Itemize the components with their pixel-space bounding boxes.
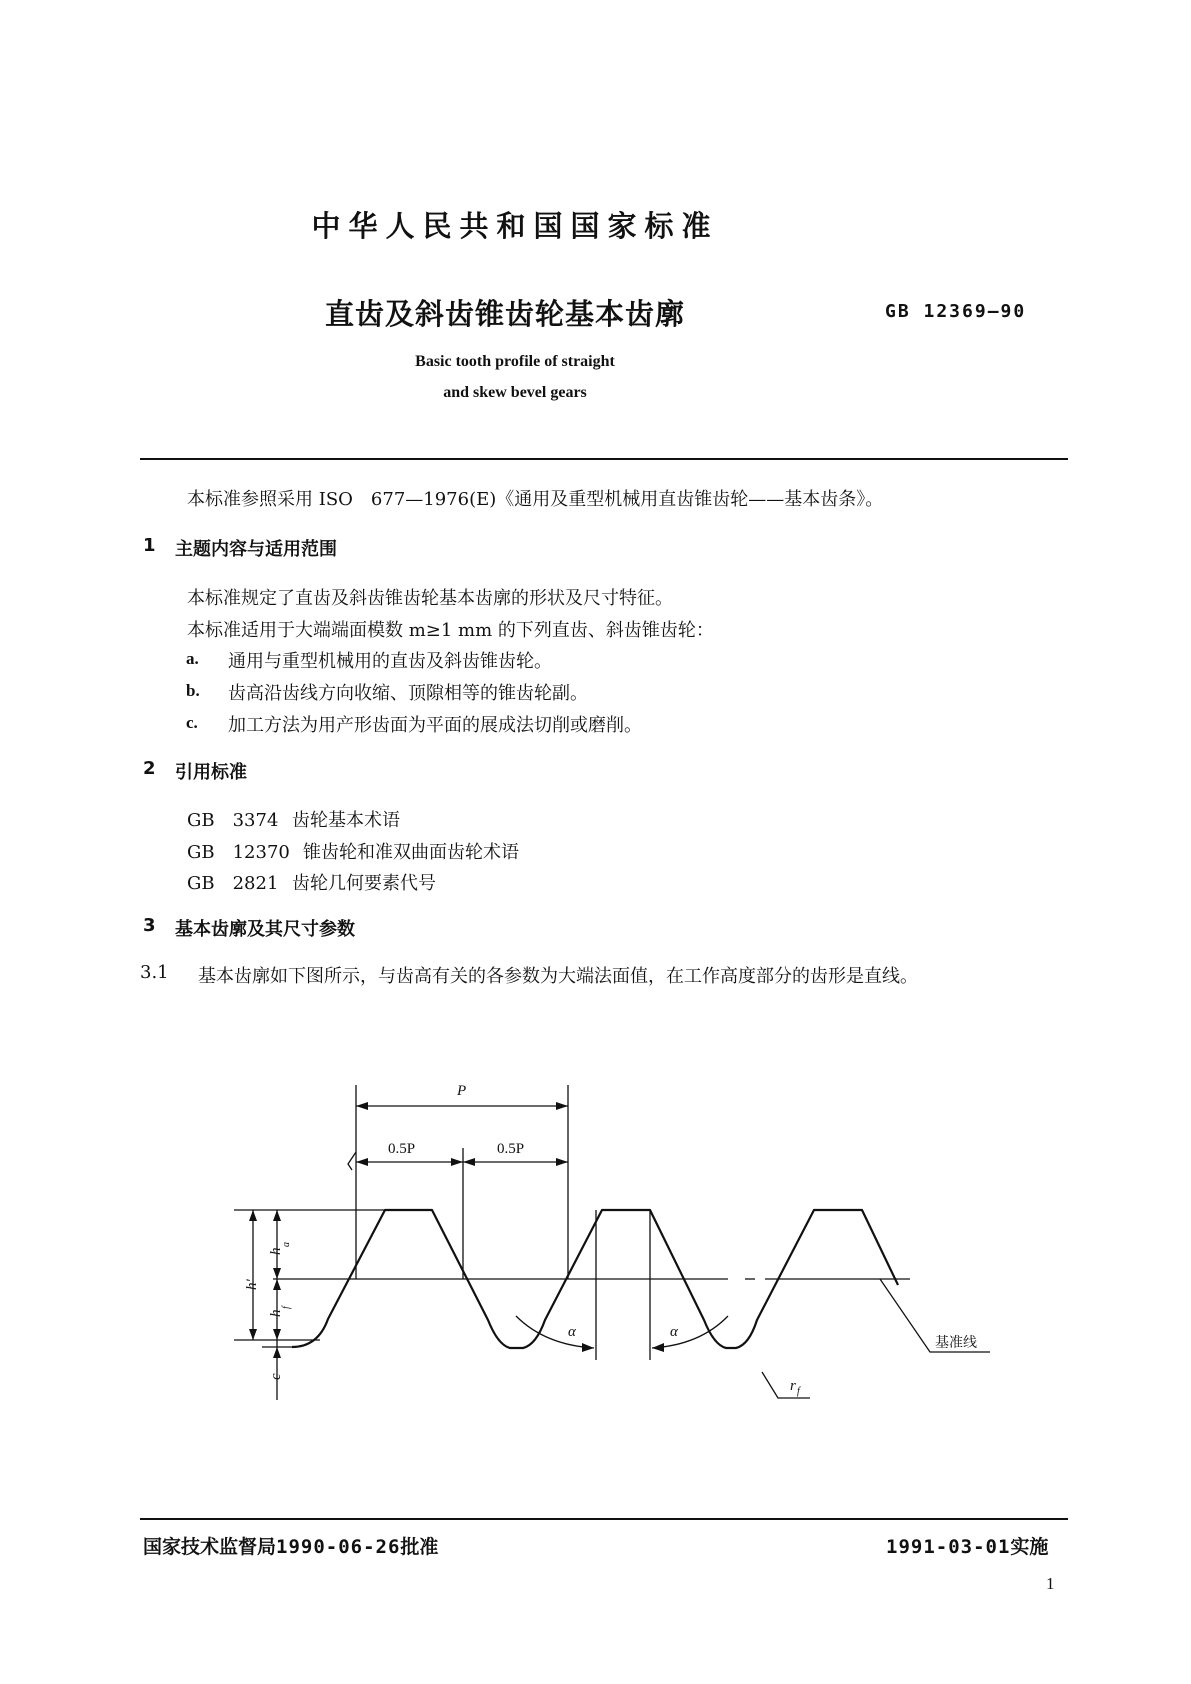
label-pressure-angle-left: α [568, 1324, 576, 1340]
footer-divider [140, 1518, 1068, 1520]
reference-code: GB 3374 [187, 810, 279, 831]
intro-paragraph: 本标准参照采用 ISO 677—1976(E)《通用及重型机械用直齿锥齿轮——基本齿条》。 [187, 489, 884, 510]
section-2-number: 2 [143, 758, 156, 779]
document-title-zh: 直齿及斜齿锥齿轮基本齿廓 [325, 297, 686, 331]
document-title-en-line2: and skew bevel gears [443, 384, 587, 401]
effective-suffix: 实施 [1010, 1536, 1049, 1558]
reference-code: GB 2821 [187, 873, 279, 894]
label-addendum: h [268, 1247, 284, 1255]
list-item-mark: c. [186, 713, 198, 732]
clause-number: 3.1 [140, 962, 169, 983]
list-item-text: 加工方法为用产形齿面为平面的展成法切削或磨削。 [228, 715, 642, 736]
list-item-text: 通用与重型机械用的直齿及斜齿锥齿轮。 [228, 651, 552, 672]
label-half-pitch-left: 0.5P [388, 1141, 416, 1157]
reference-name: 齿轮几何要素代号 [292, 873, 436, 894]
label-half-pitch-right: 0.5P [497, 1141, 525, 1157]
label-pressure-angle-right: α [670, 1324, 678, 1340]
label-root-fillet-subscript: f [797, 1386, 800, 1397]
label-pitch: P [457, 1083, 467, 1099]
page-number: 1 [1046, 1574, 1055, 1593]
list-item-mark: a. [186, 649, 199, 668]
national-standard-heading: 中华人民共和国国家标准 [311, 209, 719, 243]
list-item-text: 齿高沿齿线方向收缩、顶隙相等的锥齿轮副。 [228, 683, 588, 704]
clause-text: 基本齿廓如下图所示，与齿高有关的各参数为大端法面值，在工作高度部分的齿形是直线。 [198, 966, 918, 987]
section-3-number: 3 [143, 915, 156, 936]
section-1-paragraph-1: 本标准规定了直齿及斜齿锥齿轮基本齿廓的形状及尺寸特征。 [187, 588, 673, 609]
section-3-title: 基本齿廓及其尺寸参数 [175, 919, 355, 940]
reference-name: 锥齿轮和准双曲面齿轮术语 [303, 842, 519, 863]
label-addendum-subscript: a [281, 1242, 292, 1247]
section-1-number: 1 [143, 535, 156, 556]
approval-date: 1990-06-26 [276, 1536, 401, 1558]
label-dedendum: h [268, 1309, 284, 1317]
reference-name: 齿轮基本术语 [292, 810, 400, 831]
reference-code: GB 12370 [187, 842, 290, 863]
effective-line [886, 1532, 1048, 1559]
label-datum-line: 基准线 [935, 1336, 977, 1351]
label-clearance: c [268, 1373, 284, 1380]
section-1-paragraph-2: 本标准适用于大端端面模数 m≥1 mm 的下列直齿、斜齿锥齿轮： [187, 620, 714, 641]
document-title-en-line1: Basic tooth profile of straight [415, 353, 615, 370]
label-root-fillet: r [790, 1378, 796, 1394]
label-working-depth: h' [244, 1279, 260, 1290]
list-item-mark: b. [186, 681, 200, 700]
approval-organization: 国家技术监督局 [143, 1536, 277, 1558]
approval-line [143, 1532, 438, 1559]
section-1-title: 主题内容与适用范围 [175, 539, 337, 560]
effective-date: 1991-03-01 [886, 1536, 1011, 1558]
standard-number: GB 12369—90 [885, 301, 1027, 322]
section-2-title: 引用标准 [175, 762, 247, 783]
label-dedendum-subscript: f [281, 1306, 292, 1309]
approval-suffix: 批准 [400, 1536, 439, 1558]
